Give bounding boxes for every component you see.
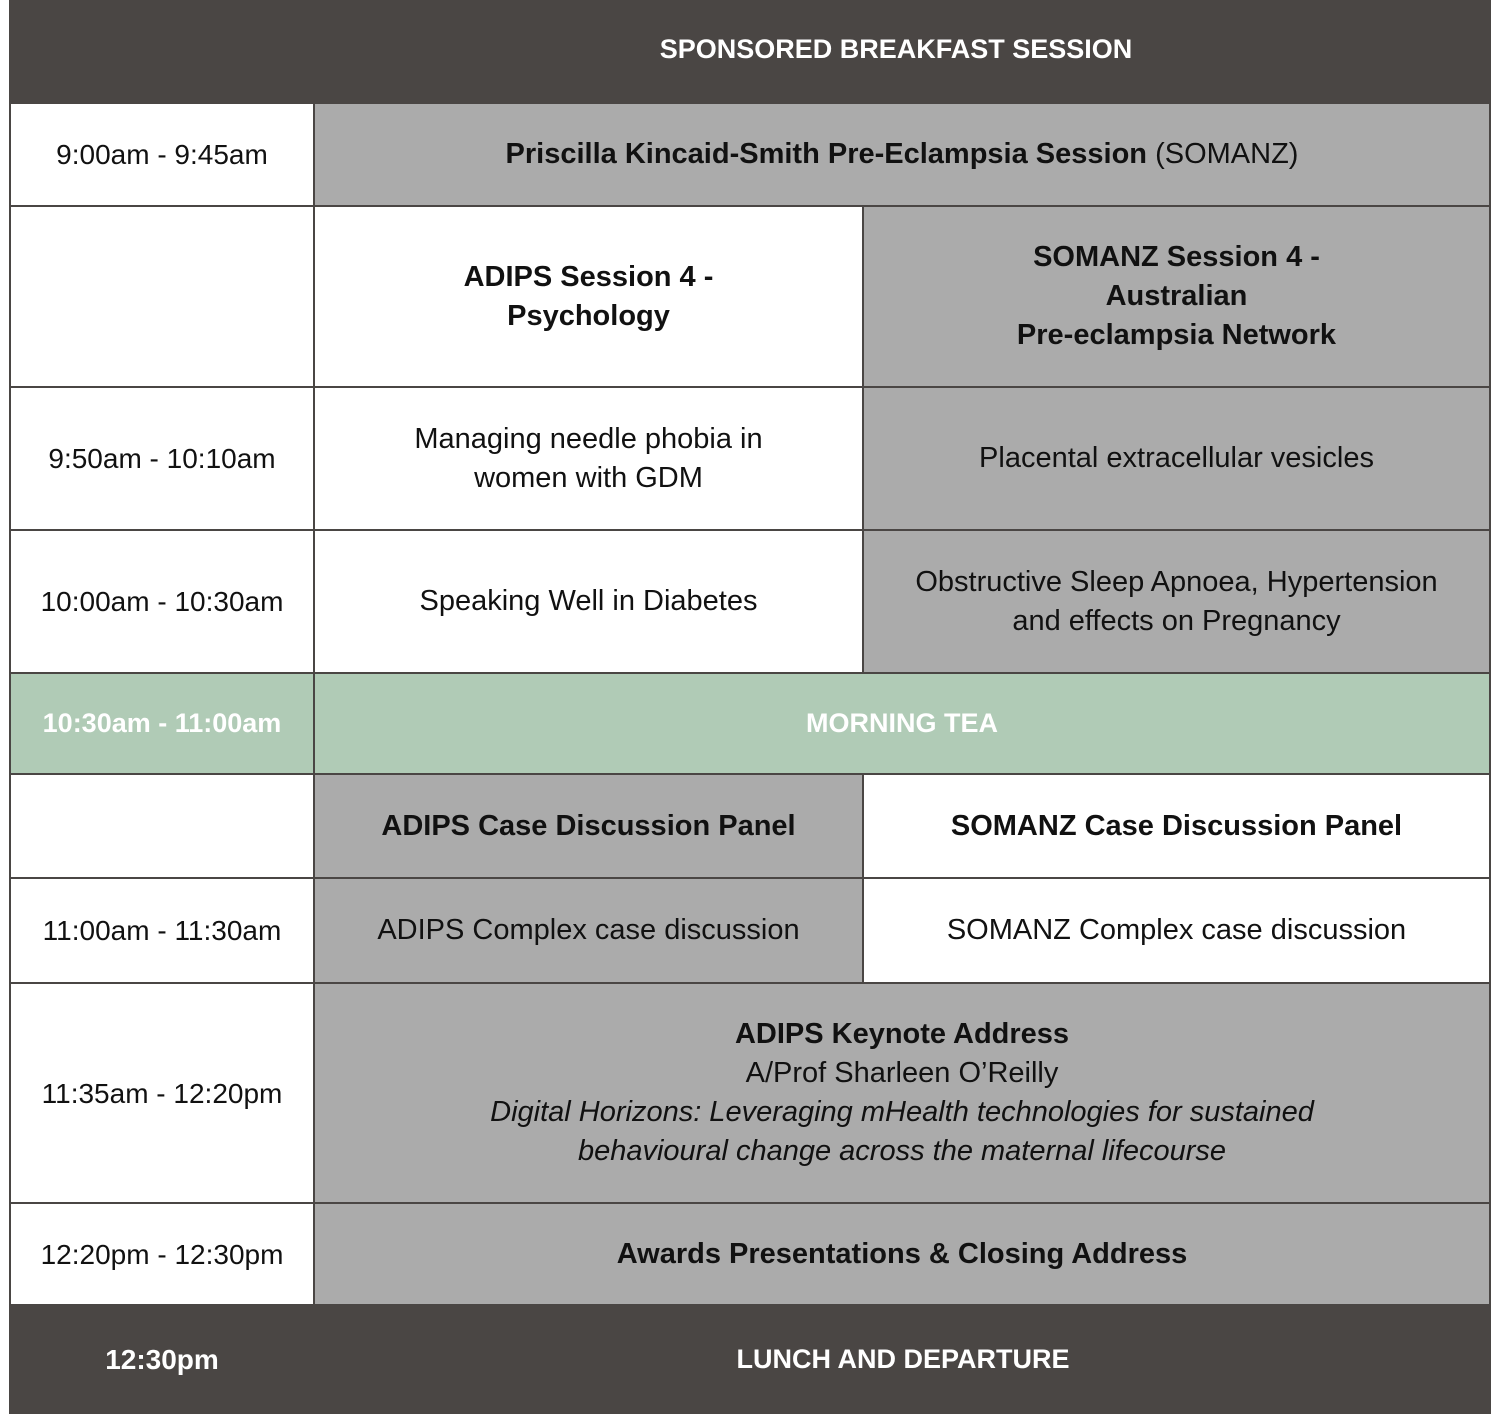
- time-label: 12:20pm - 12:30pm: [40, 1238, 284, 1270]
- time-cell: [9, 531, 315, 674]
- break-time-label: 10:30am - 11:00am: [42, 708, 282, 738]
- break-time-cell: [9, 674, 315, 775]
- adips-case-discussion: [315, 879, 864, 984]
- time-cell: [9, 388, 315, 531]
- adips-talk: [315, 531, 864, 674]
- time-label: 11:00am - 11:30am: [42, 915, 282, 946]
- keynote-speaker: A/Prof Sharleen O’Reilly: [745, 1057, 1059, 1089]
- session-organiser: (SOMANZ): [1155, 138, 1299, 170]
- lunch-departure-label: LUNCH AND DEPARTURE: [736, 1343, 1070, 1374]
- somanz-panel-heading-title: SOMANZ Case Discussion Panel: [950, 809, 1403, 842]
- somanz-session-heading-line3: Pre-eclampsia Network: [1016, 319, 1337, 351]
- time-cell-empty: [9, 775, 315, 879]
- adips-panel-heading-title: ADIPS Case Discussion Panel: [381, 809, 796, 842]
- adips-session-heading-line1: ADIPS Session 4 -: [463, 260, 714, 293]
- time-cell: [9, 984, 315, 1204]
- somanz-talk: [864, 531, 1491, 674]
- time-label: 9:00am - 9:45am: [56, 139, 268, 170]
- morning-tea-break: [315, 674, 1491, 775]
- time-cell: [9, 1204, 315, 1306]
- somanz-session-heading-line1: SOMANZ Session 4 -: [1033, 241, 1320, 273]
- somanz-talk-line2: and effects on Pregnancy: [1012, 604, 1341, 637]
- time-cell: [9, 104, 315, 207]
- somanz-session-heading: [864, 207, 1491, 388]
- keynote-talk-line1: Digital Horizons: Leveraging mHealth technologies for sustained: [490, 1096, 1314, 1128]
- adips-talk: [315, 388, 864, 531]
- section-header: [9, 0, 1491, 104]
- adips-talk-line1: Managing needle phobia in: [414, 422, 763, 455]
- adips-session-heading-line2: Psychology: [507, 299, 670, 332]
- time-label: 10:00am - 10:30am: [40, 586, 284, 617]
- session-title: Priscilla Kincaid-Smith Pre-Eclampsia Session: [505, 138, 1148, 170]
- footer-time-label: 12:30pm: [105, 1343, 219, 1375]
- morning-tea-label: MORNING TEA: [806, 708, 998, 738]
- session-title-wrap: [506, 135, 1299, 174]
- session-cell-preeclampsia: [315, 104, 1491, 207]
- somanz-session-heading-line2: Australian: [1105, 280, 1248, 312]
- time-cell: [9, 879, 315, 984]
- adips-talk-title: Speaking Well in Diabetes: [419, 585, 758, 617]
- keynote-address: [315, 984, 1491, 1204]
- somanz-talk-line1: Obstructive Sleep Apnoea, Hypertension: [915, 565, 1438, 598]
- adips-session-heading: [315, 207, 864, 388]
- awards-closing: [315, 1204, 1491, 1306]
- adips-case-discussion-title: ADIPS Complex case discussion: [377, 914, 800, 946]
- lunch-departure: [315, 1306, 1491, 1412]
- awards-closing-title: Awards Presentations & Closing Address: [616, 1237, 1188, 1270]
- adips-panel-heading: [315, 775, 864, 879]
- keynote-title: ADIPS Keynote Address: [734, 1018, 1070, 1050]
- time-label: 9:50am - 10:10am: [48, 443, 276, 474]
- somanz-talk-title: Placental extracellular vesicles: [979, 442, 1374, 474]
- footer-time-cell: [9, 1306, 315, 1412]
- time-cell-empty: [9, 207, 315, 388]
- time-label: 11:35am - 12:20pm: [41, 1077, 283, 1109]
- somanz-panel-heading: [864, 775, 1491, 879]
- somanz-talk: [864, 388, 1491, 531]
- somanz-case-discussion-title: SOMANZ Complex case discussion: [946, 914, 1407, 946]
- section-header-title: SPONSORED BREAKFAST SESSION: [659, 33, 1133, 64]
- program-schedule-table: [9, 0, 1491, 1414]
- somanz-case-discussion: [864, 879, 1491, 984]
- keynote-talk-line2: behavioural change across the maternal lifecourse: [577, 1135, 1227, 1167]
- adips-talk-line2: women with GDM: [474, 461, 703, 494]
